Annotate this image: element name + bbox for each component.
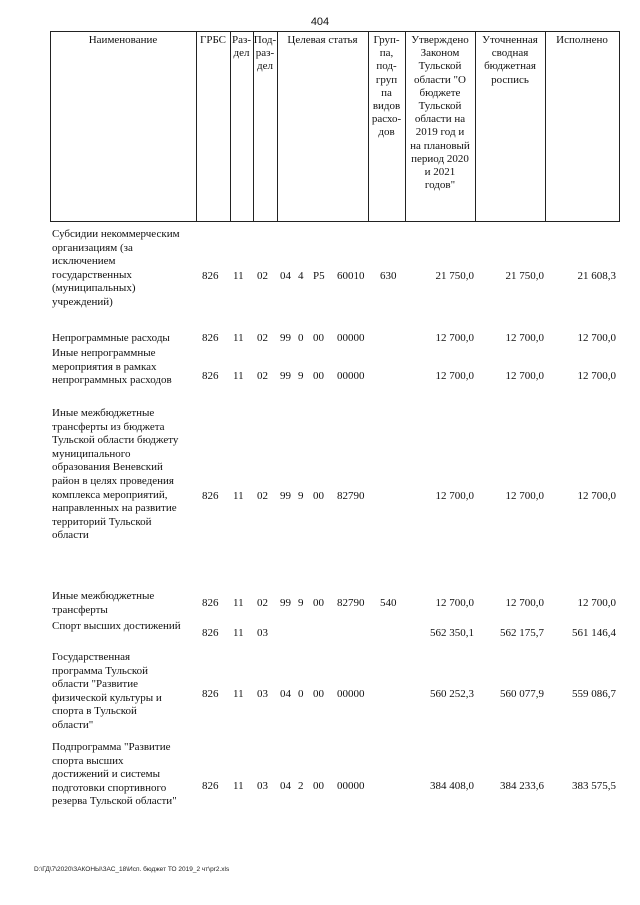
col-divider [277,31,278,222]
col-divider [545,31,546,222]
row-name: Государственная программа Тульской области "Развитие физической культуры и спорта в Тульской области" [52,651,162,731]
row-razdel: 11 [233,688,244,700]
row-razdel: 11 [233,780,244,792]
row-approved: 21 750,0 [435,270,474,282]
row-executed: 12 700,0 [577,597,616,609]
row-cs-direction: 00000 [337,370,365,382]
col-divider [619,31,620,222]
row-cs-event: 00 [313,490,324,502]
row-executed: 12 700,0 [577,332,616,344]
row-executed: 383 575,5 [572,780,616,792]
row-cs-event: P5 [313,270,325,282]
row-podrazdel: 03 [257,780,268,792]
row-name: Непрограммные расходы [52,332,170,344]
row-cs-event: 00 [313,332,324,344]
row-approved: 384 408,0 [430,780,474,792]
row-grbs: 826 [202,627,219,639]
row-executed: 12 700,0 [577,490,616,502]
header-podrazdel: Под- раз- дел [253,34,277,73]
row-executed: 12 700,0 [577,370,616,382]
row-grbs: 826 [202,597,219,609]
footer-file-path: D:\ГД\7\2020\ЗАКОНЫ\ЗАС_18\Исп. бюджет ТО 2019_2 чт\pr2.xls [34,866,230,873]
row-podrazdel: 03 [257,688,268,700]
row-cs-event: 00 [313,688,324,700]
row-grbs: 826 [202,370,219,382]
header-utverzhdeno: Утверждено Законом Тульской области "О бюджете Тульской области на 2019 год и на плановый период 2020 и 2021 годов" [410,34,470,192]
row-revised: 12 700,0 [505,370,544,382]
row-revised: 21 750,0 [505,270,544,282]
header-top-border [50,31,620,32]
row-podrazdel: 02 [257,490,268,502]
row-name: Субсидии некоммерческим организациям (за исключением государственных (муниципальных) учреждений) [52,228,180,308]
page-number: 404 [310,16,330,28]
row-cs-subprogram: 0 [298,688,304,700]
row-cs-event: 00 [313,780,324,792]
header-grbs: ГРБС [199,34,227,46]
row-name: Подпрограмма "Развитие спорта высших достижений и системы подготовки спортивного резерва Тульской области" [52,741,177,808]
row-executed: 559 086,7 [572,688,616,700]
row-cs-program: 04 [280,780,291,792]
row-cs-direction: 82790 [337,597,365,609]
row-cs-direction: 00000 [337,780,365,792]
row-executed: 561 146,4 [572,627,616,639]
row-revised: 12 700,0 [505,490,544,502]
row-name: Иные межбюджетные трансферты из бюджета Тульской области бюджету муниципального образования Веневский район в целях проведения комплекса мероприятий, направленных на развитие территорий Тульской области [52,407,179,542]
header-ispolneno: Исполнено [556,34,608,46]
row-razdel: 11 [233,627,244,639]
row-cs-direction: 00000 [337,332,365,344]
row-grbs: 826 [202,490,219,502]
row-cs-subprogram: 0 [298,332,304,344]
row-razdel: 11 [233,370,244,382]
row-approved: 12 700,0 [435,597,474,609]
row-podrazdel: 02 [257,370,268,382]
row-cs-program: 99 [280,490,291,502]
header-utochnennaya: Уточненная сводная бюджетная роспись [482,34,538,86]
row-podrazdel: 02 [257,270,268,282]
row-cs-program: 04 [280,688,291,700]
row-revised: 562 175,7 [500,627,544,639]
row-razdel: 11 [233,597,244,609]
row-name: Спорт высших достижений [52,620,181,632]
row-podrazdel: 02 [257,332,268,344]
row-cs-program: 99 [280,370,291,382]
row-razdel: 11 [233,332,244,344]
row-revised: 12 700,0 [505,597,544,609]
row-cs-direction: 82790 [337,490,365,502]
row-cs-program: 99 [280,597,291,609]
row-revised: 560 077,9 [500,688,544,700]
row-podrazdel: 03 [257,627,268,639]
row-executed: 21 608,3 [577,270,616,282]
row-cs-direction: 60010 [337,270,365,282]
row-cs-subprogram: 4 [298,270,304,282]
row-cs-subprogram: 9 [298,490,304,502]
row-approved: 12 700,0 [435,332,474,344]
row-grbs: 826 [202,780,219,792]
row-cs-direction: 00000 [337,688,365,700]
row-approved: 12 700,0 [435,490,474,502]
row-revised: 12 700,0 [505,332,544,344]
row-grbs: 826 [202,270,219,282]
row-razdel: 11 [233,270,244,282]
row-revised: 384 233,6 [500,780,544,792]
col-divider [196,31,197,222]
row-name: Иные межбюджетные трансферты [52,590,155,616]
row-cs-event: 00 [313,370,324,382]
row-grbs: 826 [202,332,219,344]
header-celevaya-statya: Целевая статья [287,34,358,46]
row-cs-event: 00 [313,597,324,609]
col-divider [50,31,51,222]
header-razdel: Раз- дел [231,34,251,60]
row-name: Иные непрограммные мероприятия в рамках непрограммных расходов [52,347,172,387]
row-cs-subprogram: 9 [298,370,304,382]
row-cs-program: 99 [280,332,291,344]
row-approved: 12 700,0 [435,370,474,382]
row-cs-subprogram: 9 [298,597,304,609]
row-approved: 562 350,1 [430,627,474,639]
row-grbs: 826 [202,688,219,700]
row-vid: 540 [380,597,397,609]
row-cs-program: 04 [280,270,291,282]
row-approved: 560 252,3 [430,688,474,700]
header-name: Наименование [88,34,158,46]
row-razdel: 11 [233,490,244,502]
header-bottom-border [50,221,620,222]
header-gruppa: Груп- па, под- груп па видов расхо- дов [371,34,402,139]
row-cs-subprogram: 2 [298,780,304,792]
table-header [50,31,620,222]
row-podrazdel: 02 [257,597,268,609]
row-vid: 630 [380,270,397,282]
